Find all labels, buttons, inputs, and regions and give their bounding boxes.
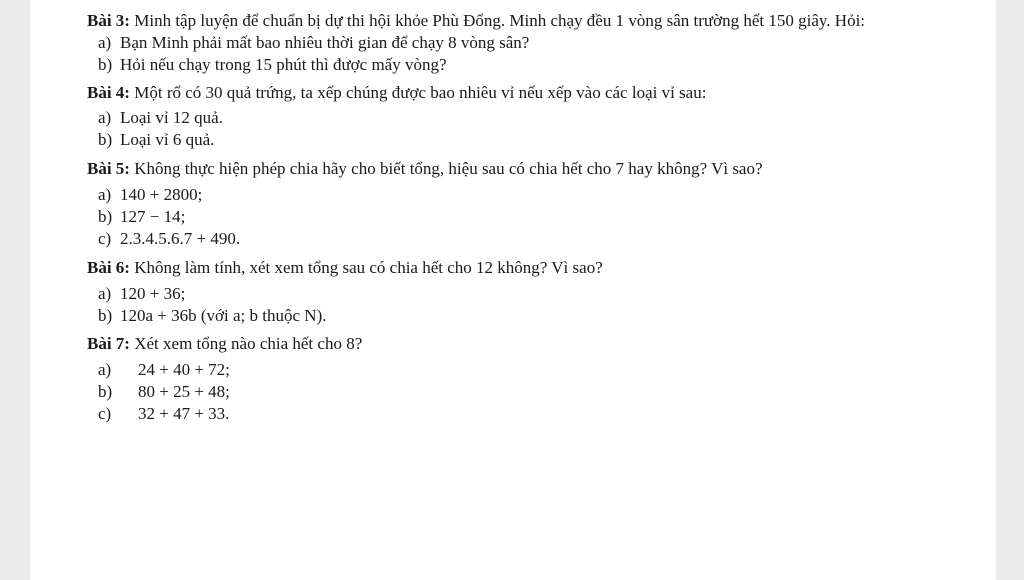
problem-6 [87,257,967,327]
item-text: 120a + 36b (với a; b thuộc N). [120,306,327,325]
problem-6-text: Không làm tính, xét xem tổng sau có chia hết cho 12 không? Vì sao? [134,258,603,277]
problem-7-item-b [98,381,967,403]
item-label: a) [98,284,112,303]
problem-7-label: Bài 7: [87,334,130,353]
problem-6-item-a [98,283,967,305]
item-text: 80 + 25 + 48; [138,382,230,401]
item-text: 2.3.4.5.6.7 + 490. [120,229,241,248]
problem-5-label: Bài 5: [87,159,130,178]
item-label: a) [98,108,112,127]
item-text: Hỏi nếu chạy trong 15 phút thì được mấy vòng? [120,55,447,74]
document-page [30,0,996,580]
item-label: c) [98,404,112,423]
problem-7-text: Xét xem tổng nào chia hết cho 8? [134,334,363,353]
problem-5 [87,158,967,250]
item-label: b) [98,207,113,226]
problem-5-text: Không thực hiện phép chia hãy cho biết tổng, hiệu sau có chia hết cho 7 hay không? Vì sao? [134,159,763,178]
item-label: b) [98,55,113,74]
item-label: b) [98,382,113,401]
item-text: 24 + 40 + 72; [138,360,230,379]
item-text: 32 + 47 + 33. [138,404,230,423]
item-label: b) [98,306,113,325]
item-text: 120 + 36; [120,284,186,303]
problem-4-item-b [98,129,967,151]
item-label: b) [98,130,113,149]
problem-3-item-b [98,54,967,76]
problem-5-statement [87,158,967,180]
problem-6-label: Bài 6: [87,258,130,277]
problem-7 [87,333,967,425]
problem-7-statement [87,333,967,355]
problem-6-statement [87,257,967,279]
item-label: a) [98,185,112,204]
problem-6-item-b [98,305,967,327]
item-text: Loại vỉ 6 quả. [120,130,215,149]
problem-7-item-a [98,359,967,381]
problem-5-item-c [98,228,967,250]
item-label: a) [98,33,112,52]
problem-4-item-a [98,107,967,129]
problem-4-statement [87,82,967,104]
problem-3-item-a [98,32,967,54]
item-text: 127 − 14; [120,207,186,226]
problem-5-item-a [98,184,967,206]
item-label: c) [98,229,112,248]
document-content [87,10,967,430]
problem-4 [87,82,967,151]
problem-3 [87,10,967,76]
problem-4-label: Bài 4: [87,83,130,102]
problem-3-label: Bài 3: [87,11,130,30]
problem-4-text: Một rổ có 30 quả trứng, ta xếp chúng được bao nhiêu vỉ nếu xếp vào các loại vỉ sau: [134,83,707,102]
item-text: Loại vỉ 12 quả. [120,108,223,127]
item-label: a) [98,360,112,379]
problem-3-statement [87,10,967,32]
item-text: 140 + 2800; [120,185,203,204]
problem-7-item-c [98,403,967,425]
problem-3-text: Minh tập luyện để chuẩn bị dự thi hội khỏe Phù Đổng. Minh chạy đều 1 vòng sân trường hết 150 giây. Hỏi: [134,11,866,30]
problem-5-item-b [98,206,967,228]
item-text: Bạn Minh phải mất bao nhiêu thời gian để chạy 8 vòng sân? [120,33,530,52]
